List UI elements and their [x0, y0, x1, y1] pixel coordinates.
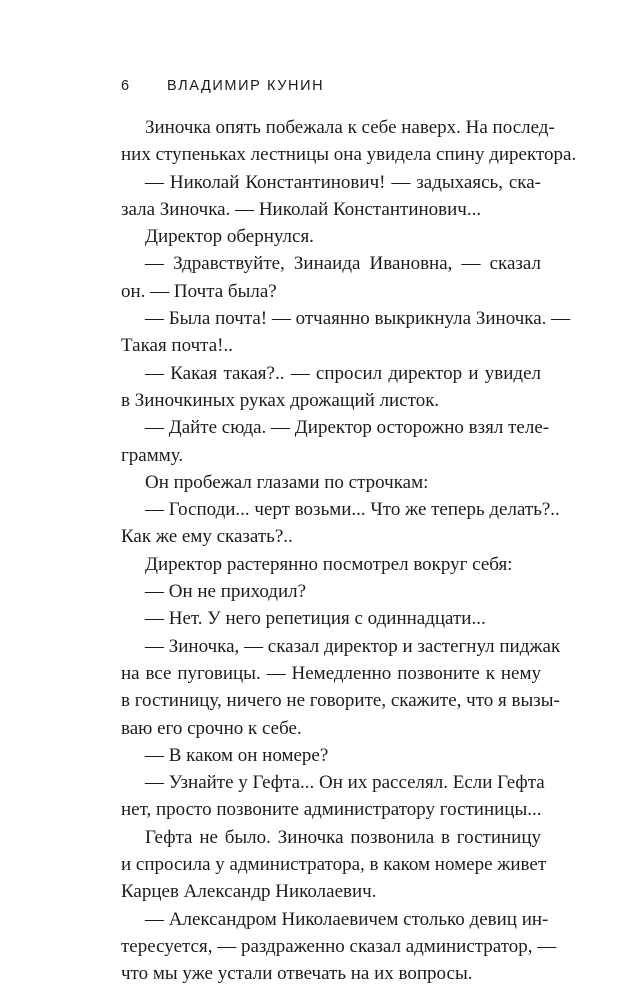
page-number: 6 — [121, 78, 131, 94]
text-line: — Александром Николаевичем столько девиц ин- — [145, 908, 549, 930]
text-line: Зиночка опять побежала к себе наверх. На послед- — [145, 117, 555, 138]
text-line: в гостиницу, ничего не говорите, скажите, что я вызы- — [121, 690, 560, 712]
text-line: — Здравствуйте, Зинаида Ивановна, — сказал — [145, 253, 541, 275]
text-line: в Зиночкиных руках дрожащий листок. — [121, 389, 440, 411]
text-line: — Нет. У него репетиция с одиннадцати... — [145, 608, 486, 630]
text-line: — Господи... черт возьми... Что же теперь делать?.. — [145, 499, 560, 521]
text-line: зала Зиночка. — Николай Константинович... — [121, 198, 482, 220]
text-line: — Узнайте у Гефта... Он их расселял. Если Гефта — [145, 772, 545, 794]
text-line: он. — Почта была? — [121, 280, 277, 302]
text-line: них ступеньках лестницы она увидела спину директора. — [121, 144, 577, 166]
text-line: что мы уже устали отвечать на их вопросы. — [121, 963, 473, 985]
text-line: — Зиночка, — сказал директор и застегнул пиджак — [145, 635, 561, 657]
text-line: — Дайте сюда. — Директор осторожно взял теле- — [145, 417, 550, 439]
text-line: — В каком он номере? — [145, 744, 329, 766]
text-line: — Была почта! — отчаянно выкрикнула Зиночка. — — [145, 308, 571, 330]
text-line: Гефта не было. Зиночка позвонила в гостиницу — [145, 826, 541, 848]
text-line: Он пробежал глазами по строчкам: — [145, 471, 429, 493]
text-line: Директор обернулся. — [145, 226, 314, 248]
author-name: ВЛАДИМИР КУНИН — [167, 78, 325, 94]
text-line: — Николай Константинович! — задыхаясь, ска- — [145, 171, 541, 193]
text-line: ваю его срочно к себе. — [121, 717, 302, 739]
text-line: Директор растерянно посмотрел вокруг себя: — [145, 553, 513, 575]
text-line: грамму. — [121, 444, 184, 466]
text-line: — Он не приходил? — [145, 581, 307, 603]
text-line: тересуется, — раздраженно сказал администратор, — — [121, 935, 557, 957]
text-line: — Какая такая?.. — спросил директор и увидел — [145, 362, 541, 384]
text-line: Как же ему сказать?.. — [121, 526, 293, 548]
running-header — [121, 76, 541, 96]
text-line: и спросила у администратора, в каком номере живет — [121, 854, 547, 876]
text-line: Карцев Александр Николаевич. — [121, 881, 377, 903]
body-text — [121, 114, 577, 988]
text-line: Такая почта!.. — [121, 335, 233, 357]
text-line: нет, просто позвоните администратору гостиницы... — [121, 799, 542, 821]
text-line: на все пуговицы. — Немедленно позвоните к нему — [121, 662, 541, 684]
